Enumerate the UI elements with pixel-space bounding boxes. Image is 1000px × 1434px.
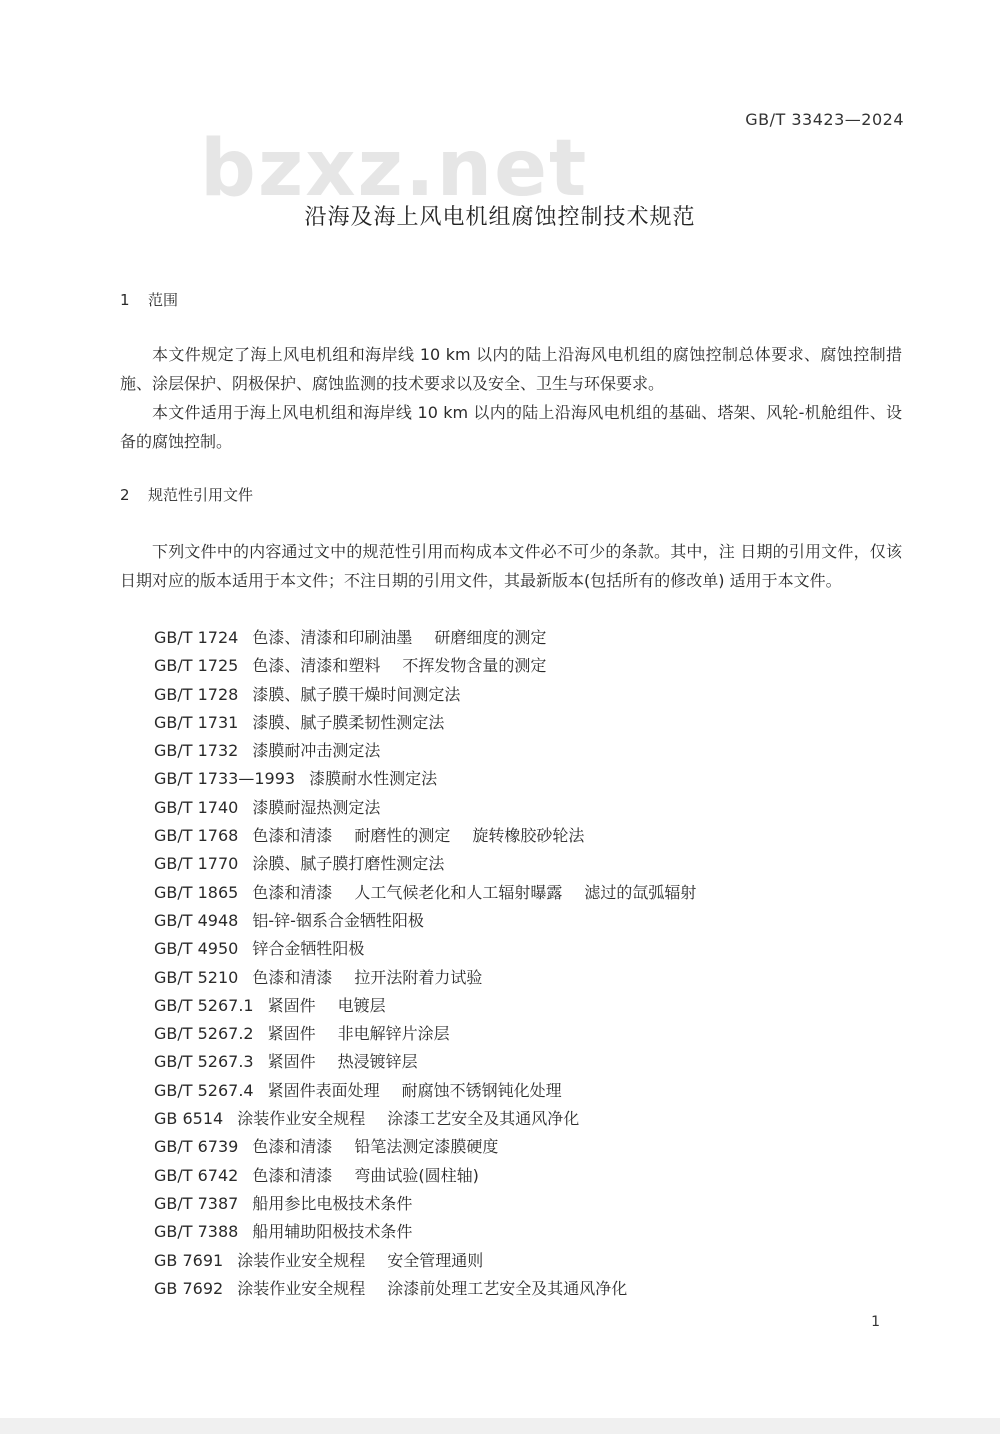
reference-code: GB/T 5267.2 <box>154 1024 254 1044</box>
reference-item <box>154 709 914 737</box>
reference-title: 色漆和清漆 <box>252 882 333 902</box>
reference-code: GB 6514 <box>154 1109 224 1129</box>
reference-item <box>154 1048 914 1076</box>
reference-code: GB/T 4948 <box>154 910 239 930</box>
reference-item <box>154 1190 914 1218</box>
reference-item <box>154 1218 914 1246</box>
reference-title: 漆膜耐水性测定法 <box>309 769 438 789</box>
reference-title: 安全管理通则 <box>387 1250 484 1270</box>
reference-code: GB/T 5267.3 <box>154 1052 254 1072</box>
reference-title: 锌合金牺牲阳极 <box>252 939 365 959</box>
reference-title: 铅笔法测定漆膜硬度 <box>354 1137 499 1157</box>
section-number: 1 <box>120 291 130 309</box>
reference-title: 耐磨性的测定 <box>354 826 451 846</box>
reference-item <box>154 964 914 992</box>
reference-code: GB/T 1731 <box>154 712 239 732</box>
reference-code: GB/T 1725 <box>154 656 239 676</box>
reference-title: 涂装作业安全规程 <box>237 1109 366 1129</box>
reference-item <box>154 1077 914 1105</box>
reference-code: GB/T 7387 <box>154 1193 239 1213</box>
reference-title: 涂装作业安全规程 <box>237 1250 366 1270</box>
reference-item <box>154 1133 914 1161</box>
reference-title: 涂装作业安全规程 <box>237 1278 366 1298</box>
reference-code: GB/T 1768 <box>154 826 239 846</box>
reference-title: 紧固件 <box>267 995 316 1015</box>
reference-item <box>154 794 914 822</box>
paragraph-references-intro: 下列文件中的内容通过文中的规范性引用而构成本文件必不可少的条款。其中，注 日期的引用文件，仅该日期对应的版本适用于本文件；不注日期的引用文件，其最新版本(包括所有的修改单) 适用于本文件。 <box>120 542 902 590</box>
reference-title: 色漆和清漆 <box>252 1165 333 1185</box>
reference-code: GB/T 1733—1993 <box>154 769 296 789</box>
section-heading-normative-references <box>120 484 253 505</box>
reference-item <box>154 1162 914 1190</box>
reference-title: 色漆和清漆 <box>252 1137 333 1157</box>
reference-title: 非电解锌片涂层 <box>337 1024 450 1044</box>
reference-code: GB/T 5267.4 <box>154 1080 254 1100</box>
page-number: 1 <box>871 1314 880 1330</box>
paragraph-scope-2: 本文件适用于海上风电机组和海岸线 10 km 以内的陆上沿海风电机组的基础、塔架、风轮-机舱组件、设备的腐蚀控制。 <box>120 403 902 451</box>
reference-title: 涂膜、腻子膜打磨性测定法 <box>252 854 445 874</box>
section-title: 规范性引用文件 <box>148 486 254 504</box>
reference-code: GB/T 6739 <box>154 1137 239 1157</box>
section-title: 范围 <box>148 291 179 309</box>
watermark: bzxz.net <box>200 124 589 214</box>
reference-title: 色漆、清漆和塑料 <box>252 656 381 676</box>
reference-item <box>154 907 914 935</box>
reference-item <box>154 1020 914 1048</box>
section-number: 2 <box>120 486 130 504</box>
reference-code: GB/T 1724 <box>154 628 239 647</box>
section-heading-scope <box>120 289 178 310</box>
reference-title: 拉开法附着力试验 <box>354 967 483 987</box>
reference-item <box>154 822 914 850</box>
document-code: GB/T 33423—2024 <box>745 110 904 129</box>
reference-title: 弯曲试验(圆柱轴) <box>354 1165 479 1185</box>
reference-title: 电镀层 <box>337 995 386 1015</box>
reference-title: 漆膜耐湿热测定法 <box>252 797 381 817</box>
reference-title: 滤过的氙弧辐射 <box>584 882 697 902</box>
reference-title: 铝-锌-铟系合金牺牲阳极 <box>252 910 424 930</box>
reference-item <box>154 850 914 878</box>
reference-item <box>154 652 914 680</box>
reference-code: GB/T 6742 <box>154 1165 239 1185</box>
reference-title: 漆膜耐冲击测定法 <box>252 741 381 761</box>
reference-title: 耐腐蚀不锈钢钝化处理 <box>401 1080 562 1100</box>
reference-title: 人工气候老化和人工辐射曝露 <box>354 882 563 902</box>
reference-item <box>154 935 914 963</box>
reference-title: 研磨细度的测定 <box>434 628 547 647</box>
reference-title: 不挥发物含量的测定 <box>402 656 547 676</box>
reference-code: GB 7692 <box>154 1278 224 1298</box>
reference-title: 涂漆工艺安全及其通风净化 <box>387 1109 580 1129</box>
reference-item <box>154 1275 914 1303</box>
reference-title: 漆膜、腻子膜干燥时间测定法 <box>252 684 461 704</box>
reference-code: GB/T 1728 <box>154 684 239 704</box>
reference-code: GB/T 5267.1 <box>154 995 254 1015</box>
reference-item <box>154 681 914 709</box>
reference-title: 紧固件 <box>267 1024 316 1044</box>
reference-code: GB/T 7388 <box>154 1222 239 1242</box>
reference-item <box>154 879 914 907</box>
reference-list <box>154 624 914 1303</box>
reference-code: GB 7691 <box>154 1250 224 1270</box>
page-bottom-edge <box>0 1418 1000 1434</box>
reference-item <box>154 1247 914 1275</box>
paragraph-scope-1: 本文件规定了海上风电机组和海岸线 10 km 以内的陆上沿海风电机组的腐蚀控制总体要求、腐蚀控制措施、涂层保护、阴极保护、腐蚀监测的技术要求以及安全、卫生与环保要求。 <box>120 345 902 393</box>
reference-item <box>154 737 914 765</box>
reference-title: 紧固件表面处理 <box>267 1080 380 1100</box>
reference-title: 色漆和清漆 <box>252 826 333 846</box>
reference-title: 色漆、清漆和印刷油墨 <box>252 628 413 647</box>
reference-title: 热浸镀锌层 <box>337 1052 418 1072</box>
reference-title: 船用参比电极技术条件 <box>252 1193 413 1213</box>
reference-code: GB/T 1732 <box>154 741 239 761</box>
reference-code: GB/T 1865 <box>154 882 239 902</box>
reference-item <box>154 1105 914 1133</box>
reference-title: 紧固件 <box>267 1052 316 1072</box>
reference-code: GB/T 1770 <box>154 854 239 874</box>
reference-title: 漆膜、腻子膜柔韧性测定法 <box>252 712 445 732</box>
reference-code: GB/T 4950 <box>154 939 239 959</box>
reference-title: 色漆和清漆 <box>252 967 333 987</box>
reference-item <box>154 765 914 793</box>
reference-title: 船用辅助阳极技术条件 <box>252 1222 413 1242</box>
reference-item <box>154 624 914 652</box>
reference-code: GB/T 1740 <box>154 797 239 817</box>
reference-title: 旋转橡胶砂轮法 <box>472 826 585 846</box>
reference-title: 涂漆前处理工艺安全及其通风净化 <box>387 1278 628 1298</box>
document-title: 沿海及海上风电机组腐蚀控制技术规范 <box>304 205 696 230</box>
reference-code: GB/T 5210 <box>154 967 239 987</box>
reference-item <box>154 992 914 1020</box>
